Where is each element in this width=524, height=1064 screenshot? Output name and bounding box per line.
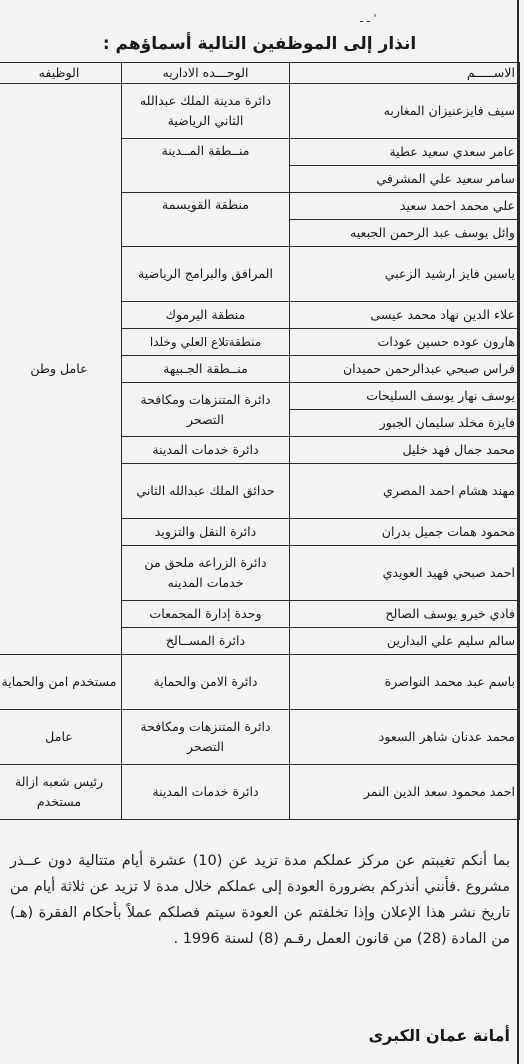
admin-unit: دائرة خدمات المدينة — [122, 765, 290, 820]
employee-name: فراس صبحي عبدالرحمن حميدان — [290, 356, 520, 383]
job-title: رئيس شعبه ازالة مستخدم — [0, 765, 122, 820]
table-row — [0, 84, 520, 139]
admin-unit: حدائق الملك عبدالله الثاني — [122, 464, 290, 519]
header-job: الوظيفه — [0, 63, 122, 84]
notice-title: انذار إلى الموظفين التالية أسماؤهم : — [102, 34, 417, 54]
admin-unit: دائرة الامن والحماية — [122, 655, 290, 710]
employee-name: هارون عوده حسين عودات — [290, 329, 520, 356]
employee-name: علاء الدين نهاد محمد عيسى — [290, 302, 520, 329]
table-header-row — [0, 63, 520, 84]
job-title: مستخدم امن والحماية — [0, 655, 122, 710]
admin-unit: منطقةتلاع العلي وخلدا — [122, 329, 290, 356]
employee-name: سيف فايزعنيزان المغاربه — [290, 84, 520, 139]
employee-name: احمد صبحي فهيد العويدي — [290, 546, 520, 601]
employees-table — [0, 62, 520, 820]
employee-name: يوسف نهار يوسف السليحات — [290, 383, 520, 410]
admin-unit: دائرة مدينة الملك عبدالله الثاني الرياضية — [122, 84, 290, 139]
employee-name: احمد محمود سعد الدين النمر — [290, 765, 520, 820]
employee-name: محمد عدنان شاهر السعود — [290, 710, 520, 765]
notice-paragraph: بما أنكم تغيبتم عن مركز عملكم مدة تزيد عن (10) عشرة أيام متتالية دون عــذر مشروع .فأنني أنذركم بضرورة العودة إلى عملكم خلال مدة لا تزيد عن ثلاثة أيام من تاريخ نشر هذا الإعلان وإذا تخلفتم عن العودة سيتم فصلكم عملاً بأحكام الفقرة (هـ) من المادة (28) من قانون العمل رقـم (8) لسنة 1996 . — [10, 853, 510, 947]
admin-unit: منــطقة الجـبيهة — [122, 356, 290, 383]
header-unit: الوحـــده الاداريه — [122, 63, 290, 84]
table-row — [0, 765, 520, 820]
employee-name: فادي خيرو يوسف الصالح — [290, 601, 520, 628]
admin-unit: وحدة إدارة المجمعات — [122, 601, 290, 628]
job-title: عامل وطن — [0, 84, 122, 655]
employee-name: محمد جمال فهد خليل — [290, 437, 520, 464]
admin-unit: منطقة القويسمة — [122, 193, 290, 247]
admin-unit: دائرة المتنزهات ومكافحة التصحر — [122, 383, 290, 437]
table-row — [0, 710, 520, 765]
admin-unit: المرافق والبرامج الرياضية — [122, 247, 290, 302]
admin-unit: منــطقة المــدينة — [122, 139, 290, 193]
table-row — [0, 655, 520, 710]
employee-name: علي محمد احمد سعيد — [290, 193, 520, 220]
employee-name: عامر سعدي سعيد عطية — [290, 139, 520, 166]
employee-name: باسم عبد محمد النواصرة — [290, 655, 520, 710]
admin-unit: دائرة النقل والتزويد — [122, 519, 290, 546]
employee-name: محمود همات جميل بدران — [290, 519, 520, 546]
signature: أمانة عمان الكبرى — [368, 1026, 510, 1045]
admin-unit: دائرة المتنزهات ومكافحة التصحر — [122, 710, 290, 765]
employee-name: فايزة مخلد سليمان الجبور — [290, 410, 520, 437]
admin-unit: دائرة المســالخ — [122, 628, 290, 655]
employee-name: مهند هشام احمد المصري — [290, 464, 520, 519]
admin-unit: منطقة اليرموك — [122, 302, 290, 329]
admin-unit: دائرة خدمات المدينة — [122, 437, 290, 464]
employee-name: وائل يوسف عبد الرحمن الجبعيه — [290, 220, 520, 247]
job-title: عامل — [0, 710, 122, 765]
header-name: الاســـــم — [290, 63, 520, 84]
employee-name: سامر سعيد علي المشرفي — [290, 166, 520, 193]
employee-name: سالم سليم علي البدارين — [290, 628, 520, 655]
employee-name: ياسين فايز ارشيد الزعبي — [290, 247, 520, 302]
admin-unit: دائرة الزراعه ملحق من خدمات المدينه — [122, 546, 290, 601]
top-marks: ـ ـ ' — [360, 12, 377, 25]
